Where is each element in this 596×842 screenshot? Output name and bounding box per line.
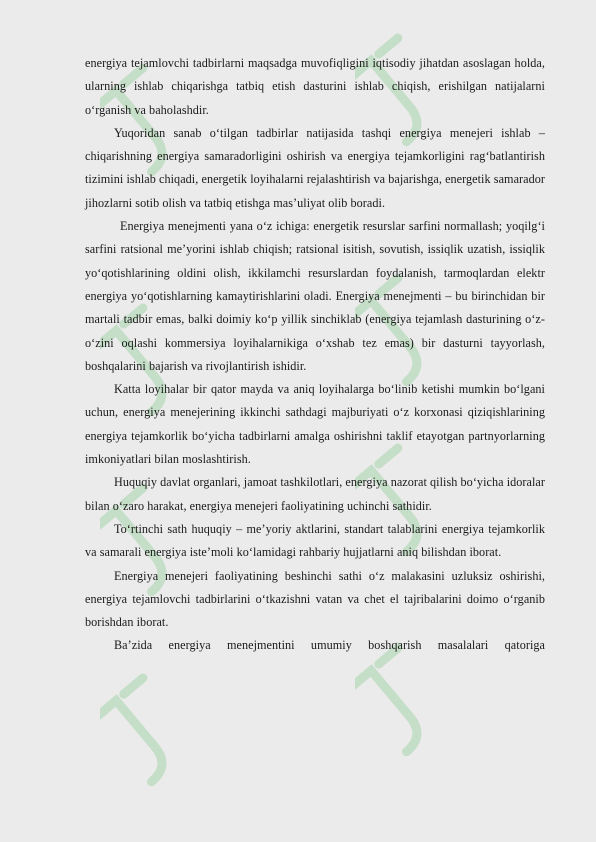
paragraph: Ba’zida energiya menejmentini umumiy boshqarish masalalari qatoriga <box>114 638 545 653</box>
paragraph: Huquqiy davlat organlari, jamoat tashkilotlari, energiya nazorat qilish bo‘yicha idoralar bilan o‘zaro harakat, energiya menejeri faoliyatining uchinchi sathidir. <box>85 475 545 513</box>
paragraph: To‘rtinchi sath huquqiy – me’yoriy aktlarini, standart talablarini energiya tejamkorlik va samarali energiya iste’moli ko‘lamidagi rahbariy hujjatlarni aniq bilishdan iborat. <box>85 521 545 560</box>
paragraph: Energiya menejmenti yana o‘z ichiga: energetik resurslar sarfini normallash; yoqilg‘i sarfini ratsional me’yorini ishlab chiqish; ratsional isitish, sovutish, issiqlik uzatish, issiqlik yo‘qotishlarining oldini olish, ikkilamchi resurslardan foydalanish, tarmoqlardan elektr energiya yo‘qotishlarning kamaytirishlarini oladi. Energiya menejmenti – bu birinchidan bir martali tadbir emas, balki doimiy ko‘p yillik sinchiklab (energiya tejamlash dasturining o‘z-o‘zini oqlashi kommersiya loyihalarnikiga o‘xshab tez emas) bir dasturni tayyorlash, boshqalarini bajarish va rivojlantirish ishidir. <box>85 219 545 373</box>
paragraph: Katta loyihalar bir qator mayda va aniq loyihalarga bo‘linib ketishi mumkin bo‘lgani uchun, energiya menejerining ikkinchi sathdagi majburiyati o‘z korxonasi qiziqishlarining energiya tejamkorlik bo‘yicha tadbirlarni amalga oshirishni taklif etayotgan partnyorlarning imkoniyatlari bilan moslashtirish. <box>85 382 545 467</box>
watermark-logo-icon <box>100 670 190 800</box>
body-text <box>85 52 545 658</box>
paragraph: energiya tejamlovchi tadbirlarni maqsadga muvofiqligini iqtisodiy jihatdan asoslagan holda, ularning ishlab chiqarishga tatbiq etish dasturini ishlab chiqish, erishilgan natijalarni o‘rganish va baholashdir. <box>85 56 545 117</box>
paragraph: Energiya menejeri faoliyatining beshinchi sathi o‘z malakasini uzluksiz oshirishi, energiya tejamlovchi tadbirlarini o‘tkazishni vatan va chet el tajribalarini doimo o‘rganib borishdan iborat. <box>85 568 545 630</box>
paragraph: Yuqoridan sanab o‘tilgan tadbirlar natijasida tashqi energiya menejeri ishlab – chiqarishning energiya samaradorligini oshirish va energiya tejamkorligini rag‘batlantirish tizimini ishlab chiqadi, energetik loyihalarni rejalashtirish va bajarishga, energetik samarador jihozlarni sotib olish va tatbiq etishga mas’uliyat olib boradi. <box>85 125 545 210</box>
watermark-logo-icon <box>355 640 445 770</box>
